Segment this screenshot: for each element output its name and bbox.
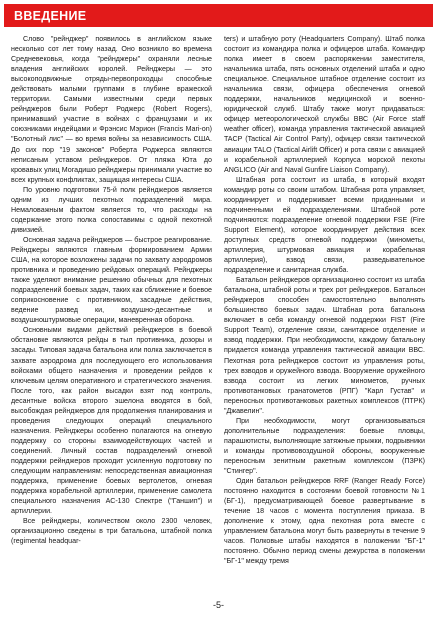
paragraph: Батальон рейнджеров организационно состоит из штаба батальона, штабной роты и трех рот рейнджеров. Батальон рейнджеров способен самостоятельно выполнять большинство боевых задач. Штабная рота батальона включает в себя команду огневой поддержки FIST (Fire Support Team), отделение связи, санитарное отделение и взвод поддержки. При необходимости, каждому батальону придается команда управления тактической авиации ВВС. Пехотная рота рейнджеров состоит из управления роты, трех взводов и оружейного взвода. Вооружение оружейного взвода состоит из легких минометов, ручных противотанковых гранатометов (РПГ) "Карл Густав" и переносных противотанковых ракетных комплексов (ПТРК) "Джавелин". [224,276,425,415]
right-text-column [224,34,425,566]
paragraph: ters) и штабную роту (Headquarters Company). Штаб полка состоит из командира полка и офицеров штаба. Командир полка имеет в своем распоряжении заместителя, начальника штаба, пять основных отделений штаба и одно специальное. Специальное штабное отделение состоит из начальника связи, офицера обеспечения огневой поддержки, начальников медицинской и военно-юридической служб. Штабу также могут придаваться: офицер метеорологической службы ВВС (Air Force staff weather officer), команда управления тактической авиацией TACP (Tactical Air Control Party), офицер связи тактической авиации TALO (Tactical Airlift Officer) и рота связи с авиацией и корабельной артиллерией Корпуса морской пехоты ANGLICO (Air and Naval Gunfire Liaison Company). [224,35,425,174]
left-text-column [11,34,212,546]
paragraph: Штабная рота состоит из штаба, в который входят командир роты со своим штабом. Штабная рота управляет, координирует и поддерживает всеми приданными и подчиненными ей подразделениями. Штабной роте подчиняются: подразделение огневой поддержки FSE (Fire Support Element), которое координирует действия всех доступных средств огневой поддержки (минометы, артиллерия, штурмовая авиация и корабельная артиллерия), взвод связи, разведывательное подразделение и санитарная служба. [224,175,425,275]
paragraph: Основная задача рейнджеров — быстрое реагирование. Рейнджеры являются главным формированием Армии США, на которое возложены задачи по захвату аэродромов противника и проведению рейдовых операций. Рейнджеры также уделяют внимание решению обычных для пехотных подразделений боевых задач, таких как сближение и боевое соприкосновение с противником, засадные действия, ведение развед ки, воздушно-десантные и воздушноштурмовые операции, маневренная оборона. [11,235,212,325]
paragraph: Основными видами действий рейнджеров в боевой обстановке являются рейды в тыл противника, дозоры и засады. Типовая задача батальона или полка заключается в захвате аэродрома для последующего его использования войсками общего назначения и проведении рейдов к ключевым целям оперативного и стратегического значения. После того, как район высадки взят под контроль, десантные войска второго эшелона вводятся в бой, высобождая рейнджеров для продолжения планирования и проведения следующих операций специального назначения. Рейнджеры особенно полагаются на огневую поддержку со стороны взаимодействующих частей и соединений. Личный состав подразделений огневой поддержки рейнджеров проходит усиленную подготовку по следующим направлениям: непосредственная авиационная поддержка, применение боевых вертолетов, огневая поддержка корабельной артиллерии, применение самолета специального назначения АС-130 Спектре ("Ганшип") и артиллерии. [11,326,212,516]
paragraph: Все рейнджеры, количеством около 2300 человек, организационно сведены в три батальона, штабной полка (regimental headquar- [11,517,212,546]
section-title: ВВЕДЕНИЕ [14,8,87,23]
paragraph: При необходимости, могут организовываться дополнительные подразделения: боевые пловцы, парашютисты, выполняющие затяжные прыжки, подрывники и команды противовоздушной обороны, вооруженные переносным зенитным ракетным комплексом (ПЗРК) "Стингер". [224,416,425,476]
paragraph: Один батальон рейнджеров RRF (Ranger Ready Force) постоянно находится в состоянии боевой готовности №1 (БГ-1), предусматривающей боевое развертывание в течение 18 часов с момента поступления приказа. В дополнение к этому, одна пехотная рота вместе с управлением батальона могут быть развернуты в течение 9 часов. Полковые штабы находятся в положении "БГ-1" постоянно. Обычно период смены дежурства в положении "БГ-1" между тремя [224,477,425,566]
paragraph: Слово "рейнджер" появилось в английском языке несколько сот лет тому назад. Оно возникло во времена Средневековья, когда "рейнджеры" охраняли лесные владения английских королей. Рейнджеры — это высокоподвижные отряды-первопроходцы способные действовать малыми группами в глубине вражеской территории. Самыми известными среди первых рейнджеров были Роберт Роджерс (Robert Rogers), принимавший участие в войнах с французами и их союзниками индейцами и Фрэнсис Мэрион (Francis Mari-on) "Болотный лис" — во время войны за независимость США. До сих пор "19 законов" Роберта Роджерса являются неписаным уставом рейнджеров. От пляжа Юта до кровавых улиц Могадишо рейнджеры принимали участие во всех крупных конфликтах, защищая интересы США. [11,35,212,184]
section-header-banner [4,4,433,27]
page-number: -5- [213,600,224,610]
paragraph: По уровню подготовки 75-й полк рейнджеров является одним из лучших пехотных подразделений мира. Немаловажным фактом является то, что расходы на содержание этого полка сопоставимы с одной пехотной дивизией. [11,185,212,234]
